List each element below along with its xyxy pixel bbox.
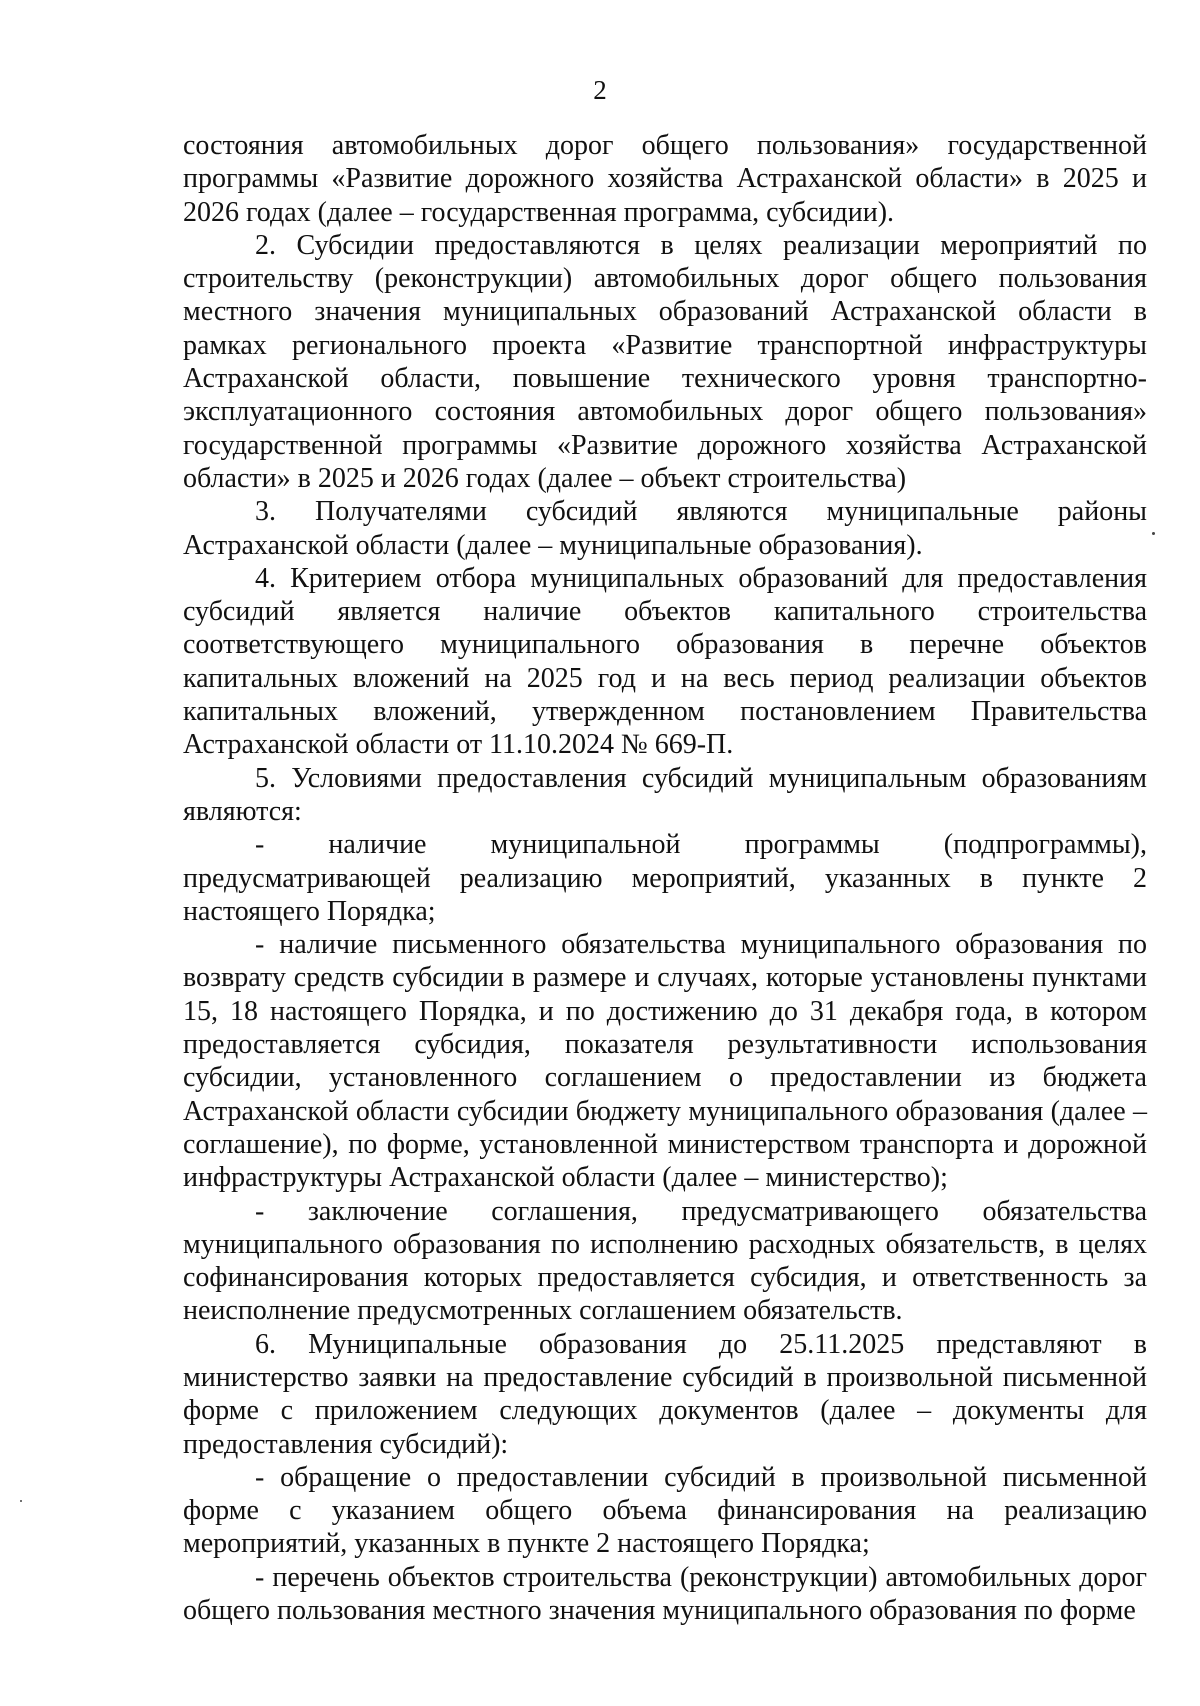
paragraph-item-6: 6. Муниципальные образования до 25.11.2025 представляют в министерство заявки на предоставление субсидий в произвольной письменной форме с приложением следующих документов (далее – документы для предоставления субсидий):	[183, 1328, 1147, 1460]
page-number: 2	[593, 75, 607, 105]
scan-speck	[20, 1500, 22, 1502]
paragraph-item-5: 5. Условиями предоставления субсидий муниципальным образованиям являются:	[183, 762, 1147, 827]
list-item-condition-3: - заключение соглашения, предусматривающего обязательства муниципального образования по исполнению расходных обязательств, в целях софинансирования которых предоставляется субсидия, и ответственность за неисполнение предусмотренных соглашением обязательств.	[183, 1195, 1147, 1327]
paragraph-item-2: 2. Субсидии предоставляются в целях реализации мероприятий по строительству (реконструкции) автомобильных дорог общего пользования местного значения муниципальных образований Астраханской области в рамках регионального проекта «Развитие транспортной инфраструктуры Астраханской области, повышение технического уровня транспортно-эксплуатационного состояния автомобильных дорог общего пользования» государственной программы «Развитие дорожного хозяйства Астраханской области» в 2025 и 2026 годах (далее – объект строительства)	[183, 229, 1147, 494]
list-item-document-1: - обращение о предоставлении субсидий в произвольной письменной форме с указанием общего объема финансирования на реализацию мероприятий, указанных в пункте 2 настоящего Порядка;	[183, 1461, 1147, 1560]
paragraph-continuation: состояния автомобильных дорог общего пользования» государственной программы «Развитие дорожного хозяйства Астраханской области» в 2025 и 2026 годах (далее – государственная программа, субсидии).	[183, 130, 1147, 228]
list-item-condition-1: - наличие муниципальной программы (подпрограммы), предусматривающей реализацию мероприятий, указанных в пункте 2 настоящего Порядка;	[183, 829, 1147, 927]
scan-speck	[1152, 532, 1155, 535]
list-item-condition-2: - наличие письменного обязательства муниципального образования по возврату средств субсидии в размере и случаях, которые установлены пунктами 15, 18 настоящего Порядка, и по достижению до 31 декабря года, в котором предоставляется субсидия, показателя результативности использования субсидии, установленного соглашением о предоставлении из бюджета Астраханской области субсидии бюджету муниципального образования (далее – соглашение), по форме, установленной министерством транспорта и дорожной инфраструктуры Астраханской области (далее – министерство);	[183, 929, 1147, 1194]
paragraph-item-3: 3. Получателями субсидий являются муниципальные районы Астраханской области (далее – муниципальные образования).	[183, 496, 1147, 561]
paragraph-item-4: 4. Критерием отбора муниципальных образований для предоставления субсидий является наличие объектов капитального строительства соответствующего муниципального образования в перечне объектов капитальных вложений на 2025 год и на весь период реализации объектов капитальных вложений, утвержденном постановлением Правительства Астраханской области от 11.10.2024 № 669-П.	[183, 562, 1147, 761]
document-body	[183, 129, 1147, 1627]
list-item-document-2: - перечень объектов строительства (реконструкции) автомобильных дорог общего пользования местного значения муниципального образования по форме	[183, 1561, 1147, 1627]
